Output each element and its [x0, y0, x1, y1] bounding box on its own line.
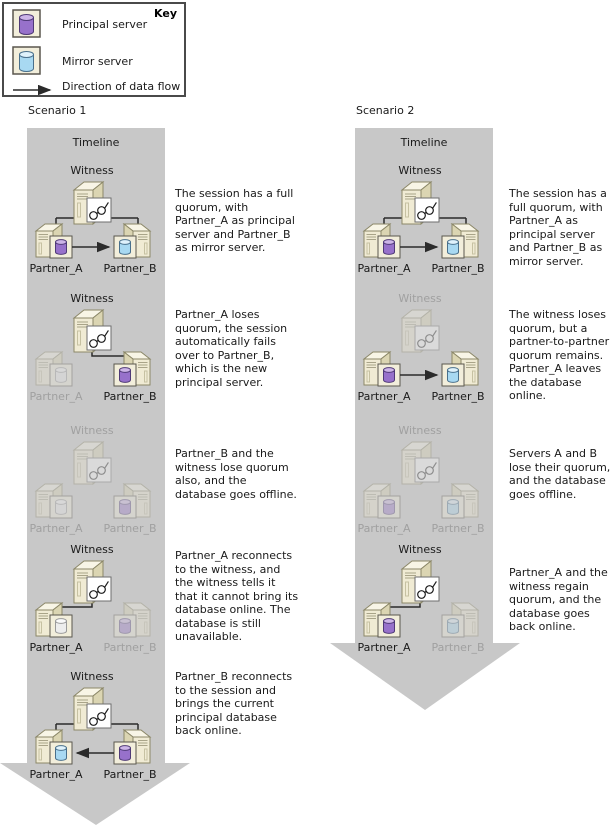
partner-b-label: Partner_B [431, 641, 485, 654]
partner-b-server-icon [442, 603, 478, 637]
partner-b-label: Partner_B [103, 390, 157, 403]
principal-database-icon [120, 746, 131, 761]
partner-a-server-icon [364, 603, 400, 637]
witness-label: Witness [70, 543, 114, 556]
mirror-database-icon [448, 240, 459, 255]
mirror-server-icon [12, 46, 42, 76]
partner-b-label: Partner_B [431, 522, 485, 535]
stage-caption: Partner_A reconnects to the witness, and the witness tells it that it cannot bring its database online. The database is still unavailable. [175, 549, 299, 643]
witness-label: Witness [398, 424, 442, 437]
scenario-1-stage-5-diagram [26, 666, 166, 784]
principal-database-icon [120, 368, 131, 383]
scenario-1-stage-2-diagram [26, 288, 166, 406]
legend-label: Principal server [62, 17, 148, 31]
partner-a-label: Partner_A [29, 390, 83, 403]
partner-a-server-icon [364, 224, 400, 258]
legend-item-data-flow [12, 80, 180, 93]
mirror-database-icon [120, 240, 131, 255]
stage-caption: Partner_B reconnects to the session and brings the current principal database back online. [175, 670, 293, 737]
principal-database-icon [20, 15, 34, 35]
witness-label: Witness [70, 670, 114, 683]
offline-database-icon [56, 500, 67, 515]
partner-b-label: Partner_B [103, 262, 157, 275]
partner-a-server-icon [36, 224, 72, 258]
mirror-database-icon [448, 368, 459, 383]
partner-a-server-icon [36, 352, 72, 386]
witness-label: Witness [398, 164, 442, 177]
offline-database-icon [56, 368, 67, 383]
stage-caption: The witness loses quorum, but a partner-to-partner quorum remains. Partner_A leaves the database online. [509, 308, 610, 402]
scenario-2-stage-3-diagram [354, 420, 494, 538]
stage-caption: The session has a full quorum, with Partner_A as principal server and Partner_B as mirror server. [509, 187, 607, 268]
partner-a-server-icon [36, 484, 72, 518]
stage-caption: Partner_A and the witness regain quorum, and the database goes back online. [509, 566, 608, 633]
legend-item-principal [12, 9, 147, 39]
partner-a-label: Partner_A [357, 522, 411, 535]
principal-database-icon [120, 500, 131, 515]
stage-caption: Partner_A loses quorum, the session automatically fails over to Partner_B, which is the new principal server. [175, 308, 288, 389]
partner-b-server-icon [114, 484, 150, 518]
principal-database-icon [384, 500, 395, 515]
partner-b-label: Partner_B [431, 262, 485, 275]
witness-server-icon [402, 442, 439, 484]
witness-server-icon [74, 182, 111, 224]
partner-a-server-icon [36, 730, 72, 764]
mirror-database-icon [448, 500, 459, 515]
scenario-label: Scenario 1 [28, 104, 87, 117]
stage-caption: The session has a full quorum, with Partner_A as principal server and Partner_B as mirror server. [175, 187, 295, 254]
partner-b-label: Partner_B [103, 522, 157, 535]
witness-server-icon [402, 310, 439, 352]
partner-b-label: Partner_B [103, 768, 157, 781]
scenario-1-stage-1-diagram [26, 160, 166, 278]
mirror-database-icon [448, 619, 459, 634]
witness-label: Witness [398, 292, 442, 305]
stage-caption: Partner_B and the witness lose quorum also, and the database goes offline. [175, 447, 297, 501]
partner-b-label: Partner_B [431, 390, 485, 403]
legend [2, 2, 186, 97]
legend-item-mirror [12, 46, 133, 76]
principal-database-icon [56, 240, 67, 255]
witness-server-icon [74, 310, 111, 352]
timeline-label: Timeline [400, 136, 448, 149]
data-flow-arrow-icon [12, 81, 60, 93]
witness-label: Witness [70, 164, 114, 177]
witness-label: Witness [398, 543, 442, 556]
scenario-2-stage-4-diagram [354, 539, 494, 657]
partner-a-label: Partner_A [29, 641, 83, 654]
scenario-2-stage-2-diagram [354, 288, 494, 406]
scenario-2-stage-1-diagram [354, 160, 494, 278]
partner-a-server-icon [36, 603, 72, 637]
partner-b-server-icon [442, 484, 478, 518]
legend-label: Mirror server [62, 54, 133, 68]
witness-server-icon [402, 182, 439, 224]
partner-a-server-icon [364, 484, 400, 518]
mirror-database-icon [56, 746, 67, 761]
principal-database-icon [384, 240, 395, 255]
legend-label: Direction of data flow [62, 80, 181, 93]
scenario-label: Scenario 2 [356, 104, 415, 117]
partner-a-label: Partner_A [357, 390, 411, 403]
partner-a-label: Partner_A [29, 522, 83, 535]
partner-b-server-icon [114, 224, 150, 258]
principal-database-icon [384, 619, 395, 634]
partner-a-label: Partner_A [29, 768, 83, 781]
witness-server-icon [74, 442, 111, 484]
principal-database-icon [384, 368, 395, 383]
witness-server-icon [74, 561, 111, 603]
timeline-label: Timeline [72, 136, 120, 149]
witness-label: Witness [70, 424, 114, 437]
partner-b-server-icon [442, 224, 478, 258]
witness-server-icon [74, 688, 111, 730]
partner-a-server-icon [364, 352, 400, 386]
scenario-1-stage-3-diagram [26, 420, 166, 538]
witness-label: Witness [70, 292, 114, 305]
partner-b-server-icon [114, 730, 150, 764]
offline-database-icon [56, 619, 67, 634]
legend-title: Key [154, 7, 177, 20]
partner-b-label: Partner_B [103, 641, 157, 654]
principal-server-icon [12, 9, 42, 39]
witness-server-icon [402, 561, 439, 603]
stage-caption: Servers A and B lose their quorum, and the database goes offline. [509, 447, 611, 501]
partner-b-server-icon [114, 603, 150, 637]
partner-a-label: Partner_A [357, 262, 411, 275]
partner-b-server-icon [114, 352, 150, 386]
scenario-1-stage-4-diagram [26, 539, 166, 657]
partner-a-label: Partner_A [29, 262, 83, 275]
partner-a-label: Partner_A [357, 641, 411, 654]
partner-b-server-icon [442, 352, 478, 386]
principal-database-icon [120, 619, 131, 634]
mirror-database-icon [20, 52, 34, 72]
